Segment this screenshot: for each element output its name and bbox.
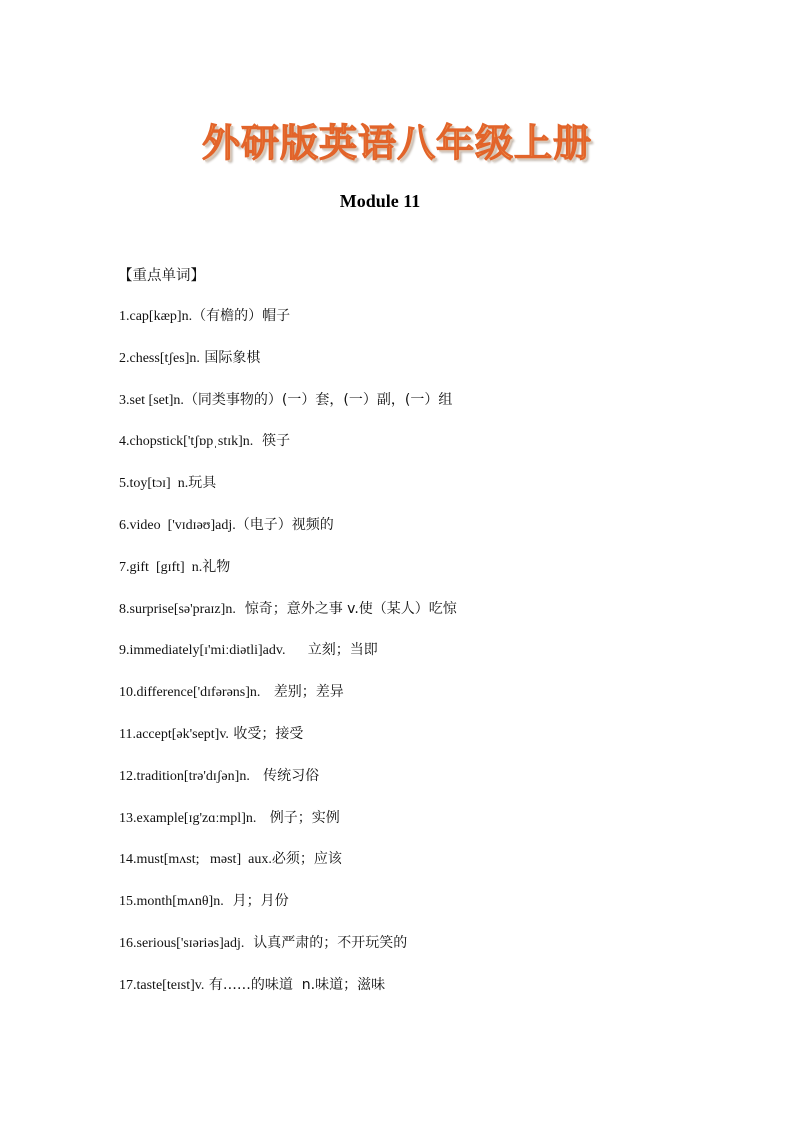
vocab-word: 9.immediately[ɪ'miːdiətli]adv. <box>119 643 286 659</box>
section-heading-key-words: 【重点单词】 <box>118 268 205 284</box>
vocab-meaning: 有……的味道 n.味道；滋味 <box>204 976 386 993</box>
vocab-item <box>119 557 457 599</box>
vocab-word: 12.tradition[trə'dɪʃən]n. <box>119 768 250 784</box>
vocab-meaning: 认真严肃的；不开玩笑的 <box>244 934 408 951</box>
vocab-word: 3.set [set]n. <box>119 392 184 408</box>
vocab-word: 6.video ['vɪdɪəʊ]adj. <box>119 517 236 533</box>
vocab-word: 11.accept[ək'sept]v. <box>119 726 229 742</box>
vocab-item <box>119 306 457 348</box>
vocab-word: 1.cap[kæp]n. <box>119 309 193 324</box>
vocab-item <box>119 348 457 390</box>
vocab-list <box>119 306 457 1017</box>
vocab-meaning: 立刻；当即 <box>285 642 378 659</box>
vocab-word: 15.month[mʌnθ]n. <box>119 894 224 910</box>
vocab-item <box>119 766 457 808</box>
vocab-meaning: 玩具 <box>188 475 217 492</box>
vocab-item <box>119 390 457 432</box>
vocab-item <box>119 599 457 641</box>
vocab-item <box>119 515 457 557</box>
vocab-word: 7.gift [gɪft] n. <box>119 559 203 575</box>
vocab-meaning: 例子；实例 <box>256 809 340 826</box>
banner-title: 外研版英语八年级上册 <box>201 121 592 165</box>
vocab-word: 14.must[mʌst; məst] aux. <box>119 852 272 868</box>
module-title: Module 11 <box>339 191 421 211</box>
vocab-word: 2.chess[tʃes]n. <box>119 350 200 366</box>
vocab-word: 10.difference['dɪfərəns]n. <box>119 685 261 701</box>
vocab-item <box>119 891 457 933</box>
vocab-meaning: 传统习俗 <box>249 767 320 784</box>
vocab-word: 16.serious['sɪəriəs]adj. <box>119 935 245 951</box>
vocab-word: 5.toy[tɔɪ] n. <box>119 476 189 492</box>
vocab-meaning: 月；月份 <box>223 893 289 910</box>
vocab-item <box>119 933 457 975</box>
vocab-item <box>119 724 457 766</box>
vocab-word: 8.surprise[sə'praɪz]n. <box>119 601 236 617</box>
vocab-item <box>119 640 457 682</box>
vocab-meaning: （电子）视频的 <box>235 516 334 533</box>
vocab-item <box>119 431 457 473</box>
vocab-meaning: 差别；差异 <box>260 684 344 701</box>
vocab-item <box>119 682 457 724</box>
vocab-meaning: （同类事物的）(一）套，(一）副，(一）组 <box>183 391 453 408</box>
vocab-item <box>119 473 457 515</box>
vocab-meaning: 收受；接受 <box>228 725 304 742</box>
vocab-meaning: （有檐的）帽子 <box>192 308 291 324</box>
vocab-item <box>119 849 457 891</box>
vocab-item <box>119 975 457 1017</box>
vocab-word: 13.example[ɪg'zɑːmpl]n. <box>119 810 257 826</box>
vocab-meaning: 必须；应该 <box>271 851 342 868</box>
vocab-meaning: 惊奇；意外之事 v.使（某人）吃惊 <box>235 600 457 617</box>
vocab-meaning: 国际象棋 <box>199 349 261 366</box>
vocab-meaning: 筷子 <box>253 433 291 450</box>
vocab-item <box>119 808 457 850</box>
vocab-word: 17.taste[teɪst]v. <box>119 977 205 993</box>
vocab-meaning: 礼物 <box>202 558 231 575</box>
vocab-word: 4.chopstick['tʃɒpˌstɪk]n. <box>119 434 254 450</box>
